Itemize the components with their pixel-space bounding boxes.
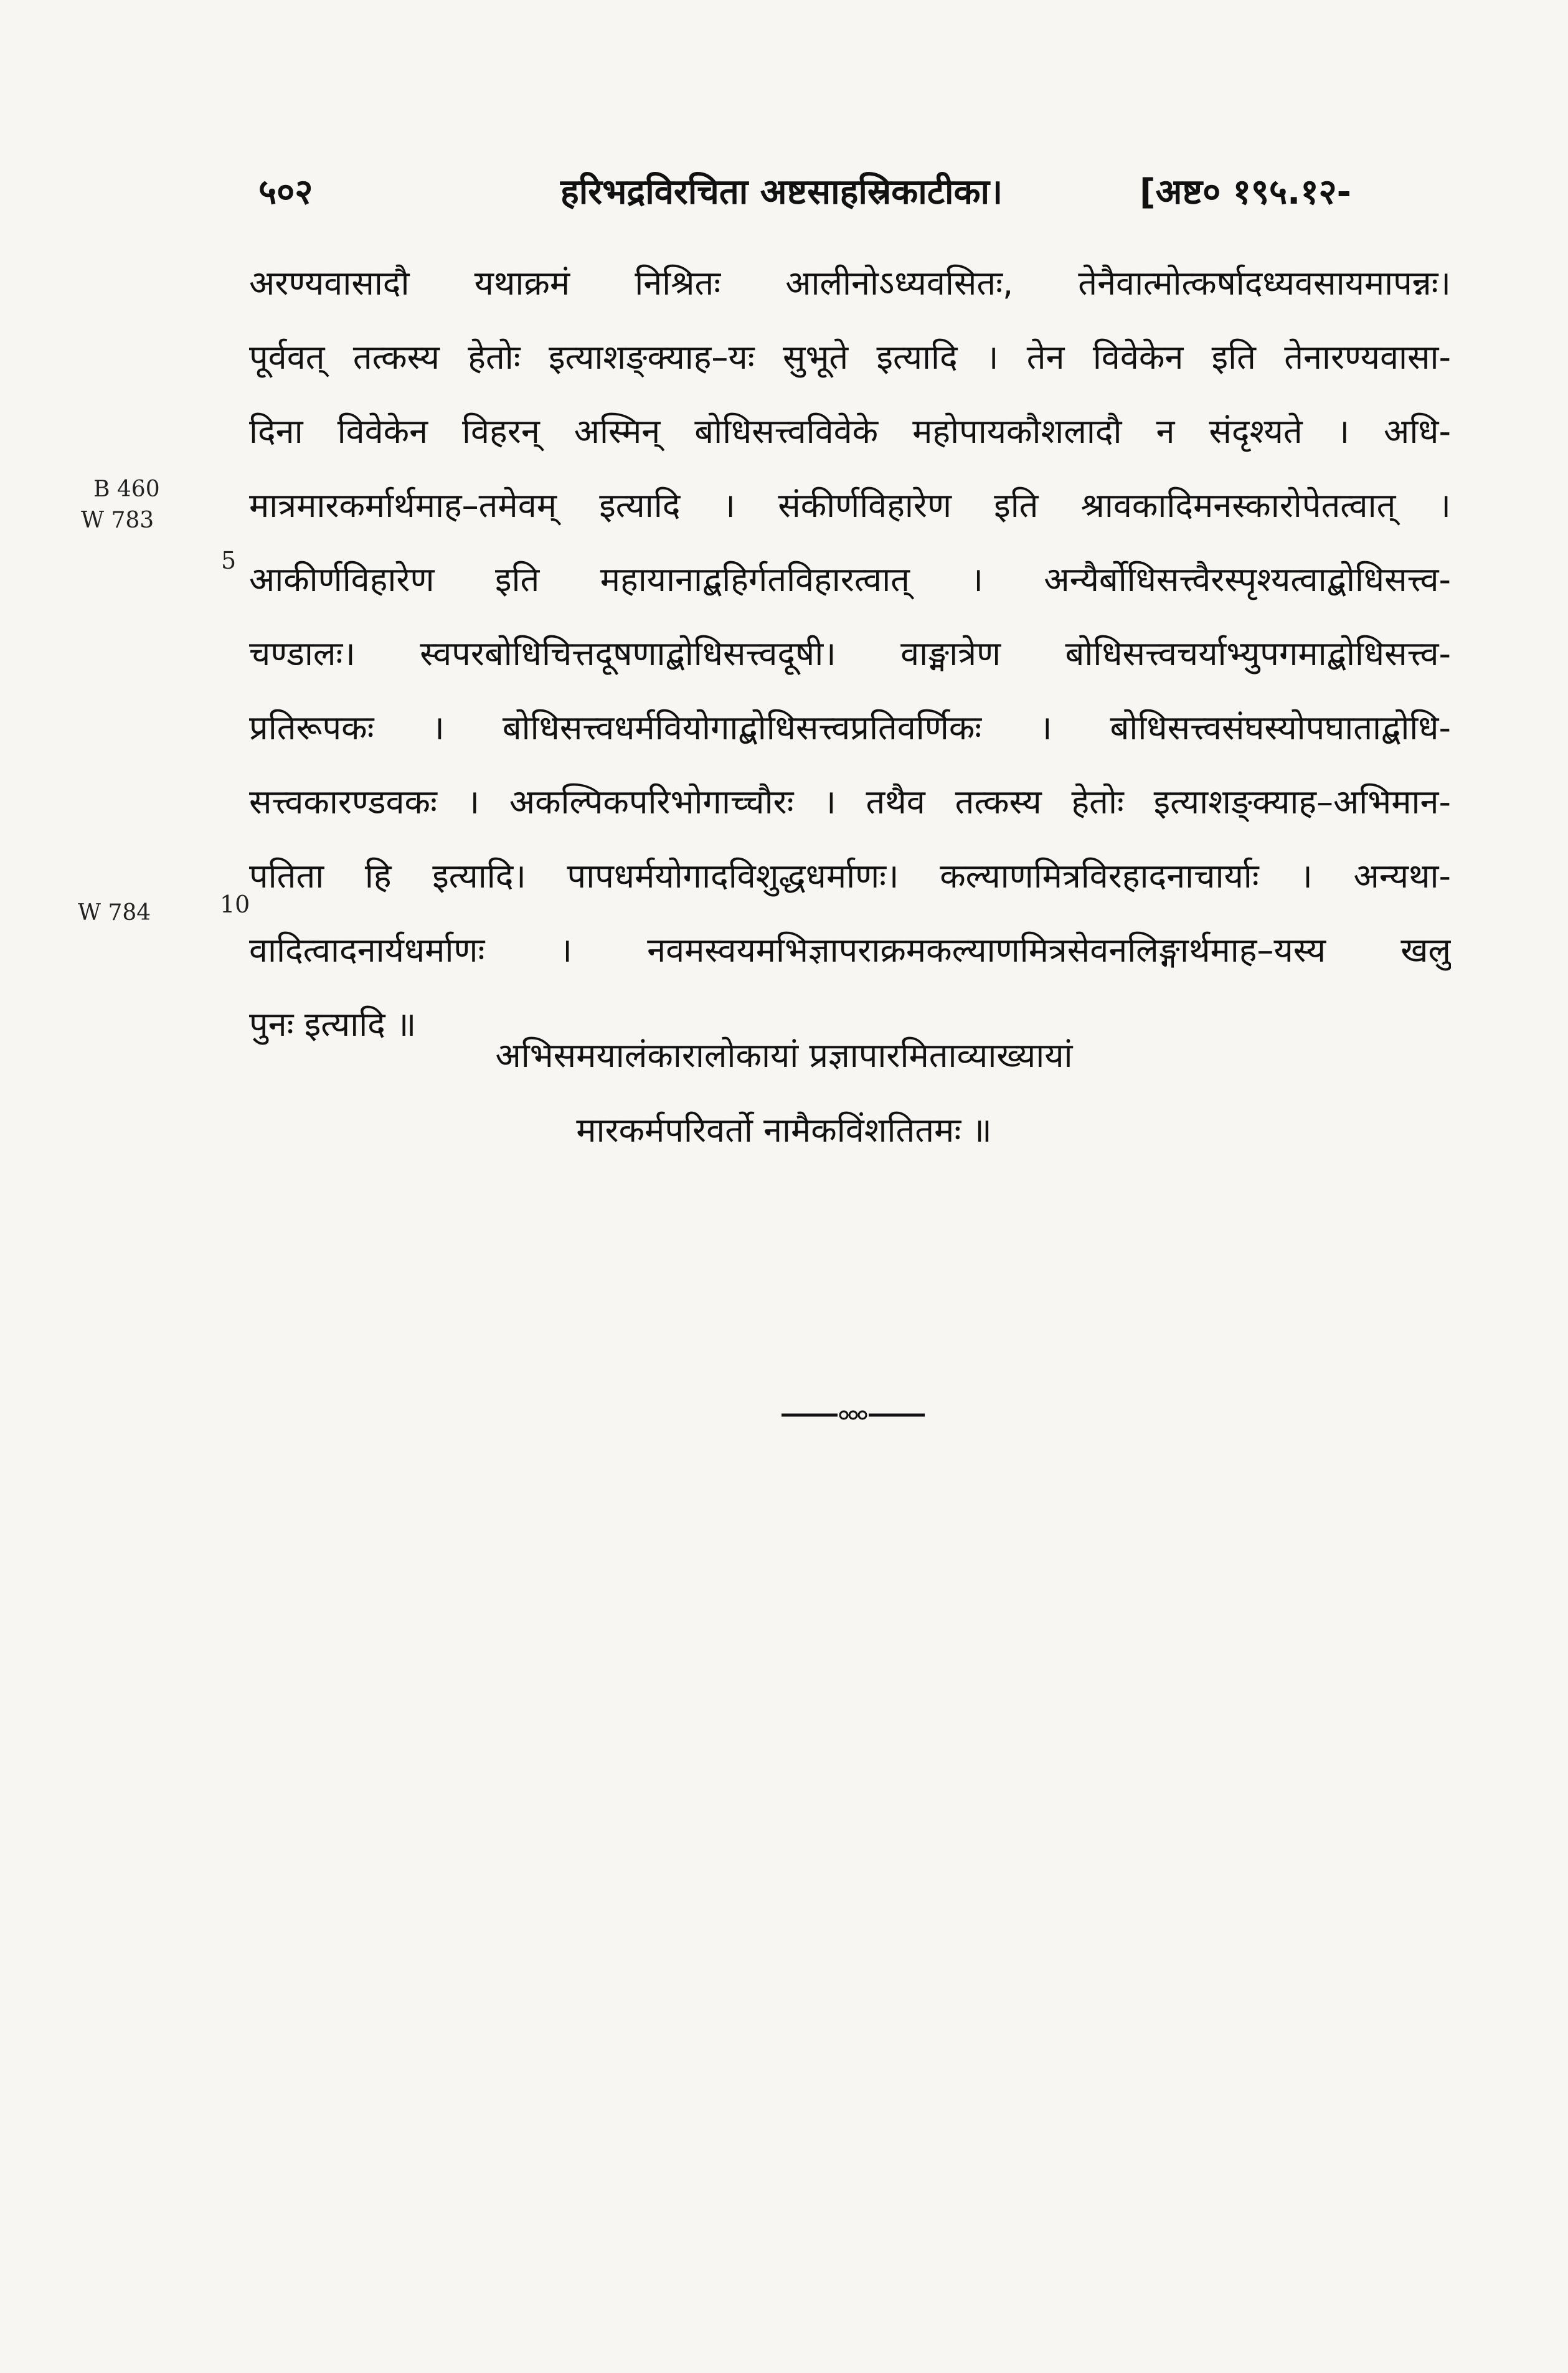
- line-number-5: 5: [221, 547, 237, 574]
- text-line: चण्डालः। स्वपरबोधिचित्तदूषणाद्बोधिसत्त्वदूषी। वाङ्मात्रेण बोधिसत्त्वचर्याभ्युपगमाद्बोधिसत्त्व-: [249, 634, 1451, 673]
- running-title: हरिभद्रविरचिता अष्टसाहस्रिकाटीका।: [560, 172, 1003, 212]
- margin-note-b460: B 460: [93, 476, 160, 502]
- section-end-ornament: [782, 1409, 925, 1421]
- text-line: प्रतिरूपकः । बोधिसत्त्वधर्मवियोगाद्बोधिसत्त्वप्रतिवर्णिकः । बोधिसत्त्वसंघस्योपघाताद्बोधि-: [249, 708, 1451, 747]
- colophon-line-1: अभिसमयालंकारालोकायां प्रज्ञापारमिताव्याख्यायां: [495, 1036, 1073, 1075]
- text-line: दिना विवेकेन विहरन् अस्मिन् बोधिसत्त्वविवेके महोपायकौशलादौ न संदृश्यते । अधि-: [249, 412, 1451, 451]
- text-line: पूर्ववत् तत्कस्य हेतोः इत्याशङ्क्याह–यः सुभूते इत्यादि । तेन विवेकेन इति तेनारण्यवासा-: [249, 338, 1451, 377]
- text-line: पतिता हि इत्यादि। पापधर्मयोगादविशुद्धधर्माणः। कल्याणमित्रविरहादनाचार्याः । अन्यथा-: [249, 856, 1451, 896]
- page-number: ५०२: [258, 172, 313, 212]
- margin-note-w784: W 784: [78, 900, 151, 926]
- section-reference: [अष्ट० १९५.१२-: [1140, 172, 1351, 212]
- line-number-10: 10: [220, 891, 250, 918]
- text-line: वादित्वादनार्यधर्माणः । नवमस्वयमभिज्ञापराक्रमकल्याणमित्रसेवनलिङ्गार्थमाह–यस्य खलु: [249, 931, 1451, 970]
- text-line: अरण्यवासादौ यथाक्रमं निश्रितः आलीनोऽध्यवसितः, तेनैवात्मोत्कर्षादध्यवसायमापन्नः।: [249, 263, 1451, 303]
- text-line: मात्रमारकर्मार्थमाह–तमेवम् इत्यादि । संकीर्णविहारेण इति श्रावकादिमनस्कारोपेतत्वात् ।: [249, 486, 1451, 525]
- colophon-line-2: मारकर्मपरिवर्तो नामैकविंशतितमः ॥: [576, 1111, 992, 1150]
- commentary-text: [249, 246, 1451, 1061]
- running-header: [0, 167, 1568, 217]
- text-line: आकीर्णविहारेण इति महायानाद्बहिर्गतविहारत्वात् । अन्यैर्बोधिसत्त्वैरस्पृश्यत्वाद्बोधिसत्त्व-: [249, 560, 1451, 599]
- text-line: पुनः इत्यादि ॥: [249, 1005, 417, 1044]
- margin-note-w783: W 783: [81, 508, 154, 533]
- text-line: सत्त्वकारण्डवकः । अकल्पिकपरिभोगाच्चौरः । तथैव तत्कस्य हेतोः इत्याशङ्क्याह–अभिमान-: [249, 782, 1451, 822]
